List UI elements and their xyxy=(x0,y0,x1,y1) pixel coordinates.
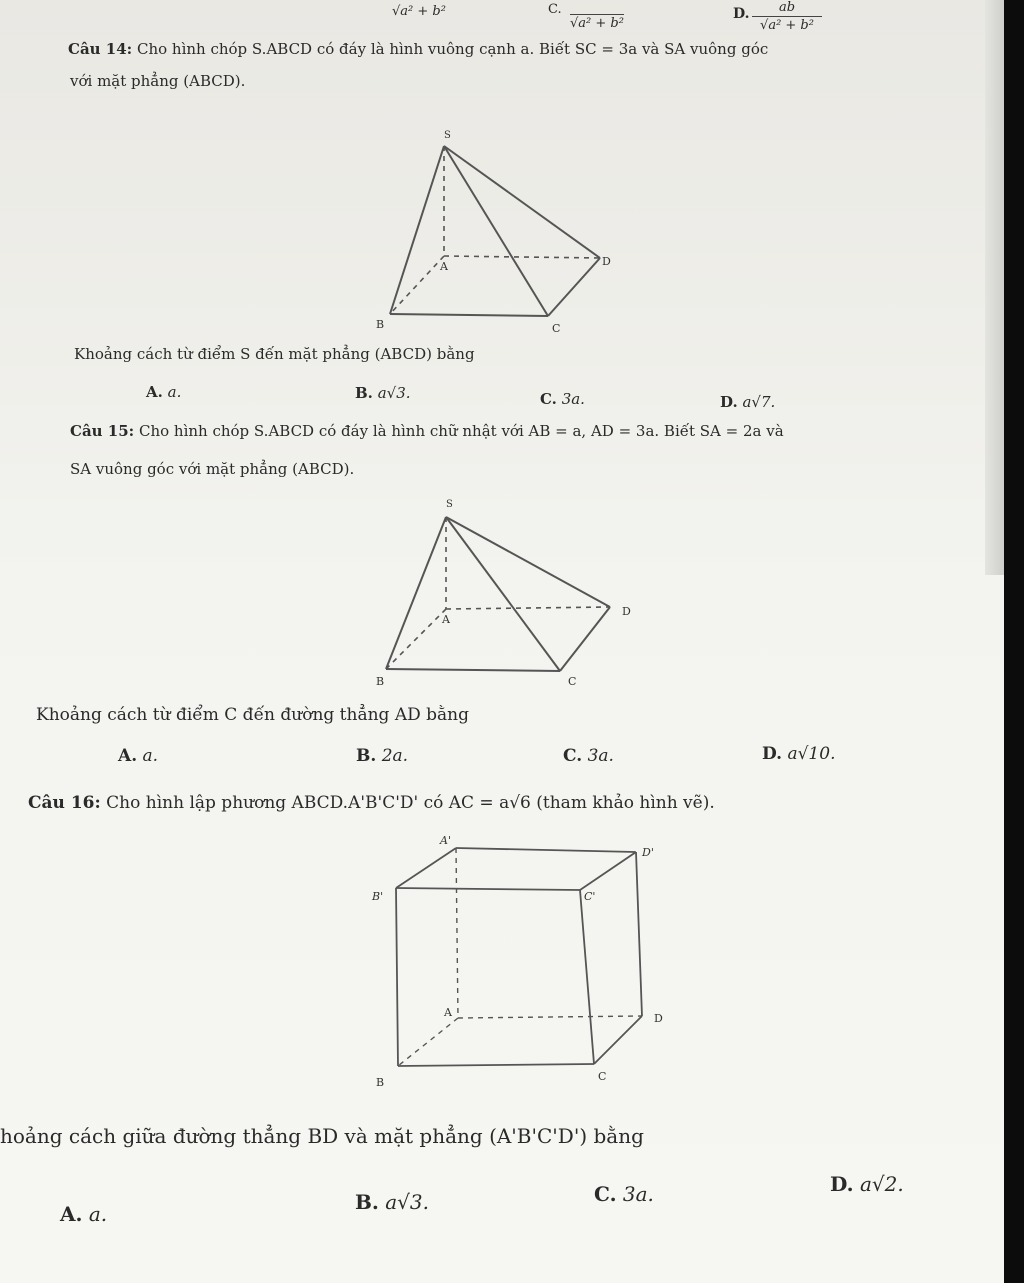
q15-text-line1: Cho hình chóp S.ABCD có đáy là hình chữ nhật với AB = a, AD = 3a. Biết SA = 2a và xyxy=(138,422,784,440)
edge-sb xyxy=(386,517,446,669)
option-label: D. xyxy=(720,393,738,411)
option-value: a√2. xyxy=(859,1172,904,1196)
edge-ad-dashed xyxy=(446,607,610,609)
option-value: a. xyxy=(88,1202,108,1226)
option-label: D. xyxy=(762,744,783,764)
edge-cd xyxy=(594,1016,642,1064)
q16-prompt: hoảng cách giữa đường thẳng BD và mặt phẳng (A'B'C'D') bằng xyxy=(0,1124,644,1148)
option-value: 3a. xyxy=(587,746,614,766)
edge-ab-dashed xyxy=(386,609,446,669)
q14-label: Câu 14: xyxy=(68,40,133,58)
q14-prompt: Khoảng cách từ điểm S đến mặt phẳng (ABCD) bằng xyxy=(74,345,475,363)
label-s: S xyxy=(446,499,453,510)
top-option-d-fraction xyxy=(752,0,822,33)
edge-cd xyxy=(548,258,600,316)
edge-c1d1 xyxy=(580,852,636,890)
option-label: C. xyxy=(594,1182,617,1206)
option-value: a√3. xyxy=(385,1190,429,1214)
label-a: A xyxy=(442,613,450,626)
label-a: A xyxy=(444,1006,452,1019)
q16-text: Cho hình lập phương ABCD.A'B'C'D' có AC = a√6 (tham khảo hình vẽ). xyxy=(106,793,715,813)
label-d: D xyxy=(602,255,611,268)
label-d: D xyxy=(622,605,631,618)
option-label: B. xyxy=(355,384,373,402)
label-d-prime: D' xyxy=(642,846,654,859)
edge-aa1-dashed xyxy=(456,848,458,1018)
edge-cc1 xyxy=(580,890,594,1064)
label-s: S xyxy=(444,130,451,141)
edge-bc xyxy=(398,1064,594,1066)
label-a: A xyxy=(440,260,448,273)
option-label: A. xyxy=(146,383,163,401)
option-value: a√3. xyxy=(377,384,411,402)
option-label: B. xyxy=(356,746,377,766)
q16-line1 xyxy=(28,793,715,813)
q15-pyramid-figure xyxy=(360,495,650,695)
q15-option-c xyxy=(563,746,614,766)
option-label: D. xyxy=(830,1172,854,1196)
q15-option-b xyxy=(356,746,408,766)
option-value: a. xyxy=(167,383,182,401)
option-value: a√7. xyxy=(742,393,776,411)
top-option-c-label: C. xyxy=(548,2,562,17)
option-value: a. xyxy=(142,746,159,766)
q14-line1 xyxy=(68,40,768,58)
top-option-c-denominator: √a² + b² xyxy=(570,16,624,31)
option-value: 2a. xyxy=(381,746,409,766)
paper-edge xyxy=(985,0,1004,575)
edge-sc xyxy=(446,517,560,671)
edge-ad-dashed xyxy=(458,1016,642,1018)
top-option-d-denominator: √a² + b² xyxy=(760,18,814,33)
option-label: A. xyxy=(118,746,138,766)
edge-sd xyxy=(446,517,610,607)
q14-option-a xyxy=(146,383,181,401)
top-option-d-label: D. xyxy=(733,6,750,22)
label-b: B xyxy=(376,1076,385,1089)
edge-ad-dashed xyxy=(444,256,600,258)
option-label: C. xyxy=(563,746,583,766)
top-option-a-fragment: √a² + b² xyxy=(392,4,446,19)
edge-sb xyxy=(390,146,444,314)
edge-bc xyxy=(386,669,560,671)
edge-b1c1 xyxy=(396,888,580,890)
top-option-d-numerator: ab xyxy=(778,0,796,15)
label-c: C xyxy=(568,675,577,688)
edge-dd1 xyxy=(636,852,642,1016)
edge-sd xyxy=(444,146,600,258)
option-value: a√10. xyxy=(787,744,836,764)
q14-text-line2: với mặt phẳng (ABCD). xyxy=(70,72,246,90)
q15-option-d xyxy=(762,744,835,764)
label-b: B xyxy=(376,675,385,688)
q14-option-c xyxy=(540,390,585,408)
q16-label: Câu 16: xyxy=(28,793,101,813)
q15-text-line2: SA vuông góc với mặt phẳng (ABCD). xyxy=(70,460,355,478)
q14-text-line1: Cho hình chóp S.ABCD có đáy là hình vuông cạnh a. Biết SC = 3a và SA vuông góc xyxy=(136,40,769,58)
edge-cd xyxy=(560,607,610,671)
option-label: A. xyxy=(60,1202,83,1226)
label-c: C xyxy=(552,322,561,335)
q14-pyramid-figure xyxy=(360,120,630,340)
option-value: 3a. xyxy=(622,1182,654,1206)
option-label: B. xyxy=(355,1190,379,1214)
edge-bb1 xyxy=(396,888,398,1066)
q15-line1 xyxy=(70,422,784,440)
edge-ab-dashed xyxy=(390,256,444,314)
label-c: C xyxy=(598,1070,607,1083)
option-value: 3a. xyxy=(561,390,585,408)
edge-b1a1 xyxy=(396,848,456,888)
label-d: D xyxy=(654,1012,663,1025)
option-label: C. xyxy=(540,390,557,408)
label-c-prime: C' xyxy=(584,890,596,903)
fraction-bar xyxy=(752,16,822,17)
edge-sc xyxy=(444,146,548,316)
q16-cube-figure xyxy=(360,832,690,1092)
q16-option-b xyxy=(355,1190,429,1214)
edge-ab-dashed xyxy=(398,1018,458,1066)
q16-option-a xyxy=(60,1202,107,1226)
label-b: B xyxy=(376,318,385,331)
q14-option-d xyxy=(720,393,775,411)
q15-prompt: Khoảng cách từ điểm C đến đường thẳng AD bằng xyxy=(36,705,469,725)
q15-label: Câu 15: xyxy=(70,422,135,440)
edge-a1d1 xyxy=(456,848,636,852)
q15-option-a xyxy=(118,746,158,766)
label-b-prime: B' xyxy=(372,890,384,903)
q14-option-b xyxy=(355,384,411,402)
label-a-prime: A' xyxy=(440,834,451,847)
q16-option-c xyxy=(594,1182,654,1206)
edge-bc xyxy=(390,314,548,316)
q16-option-d xyxy=(830,1172,904,1196)
